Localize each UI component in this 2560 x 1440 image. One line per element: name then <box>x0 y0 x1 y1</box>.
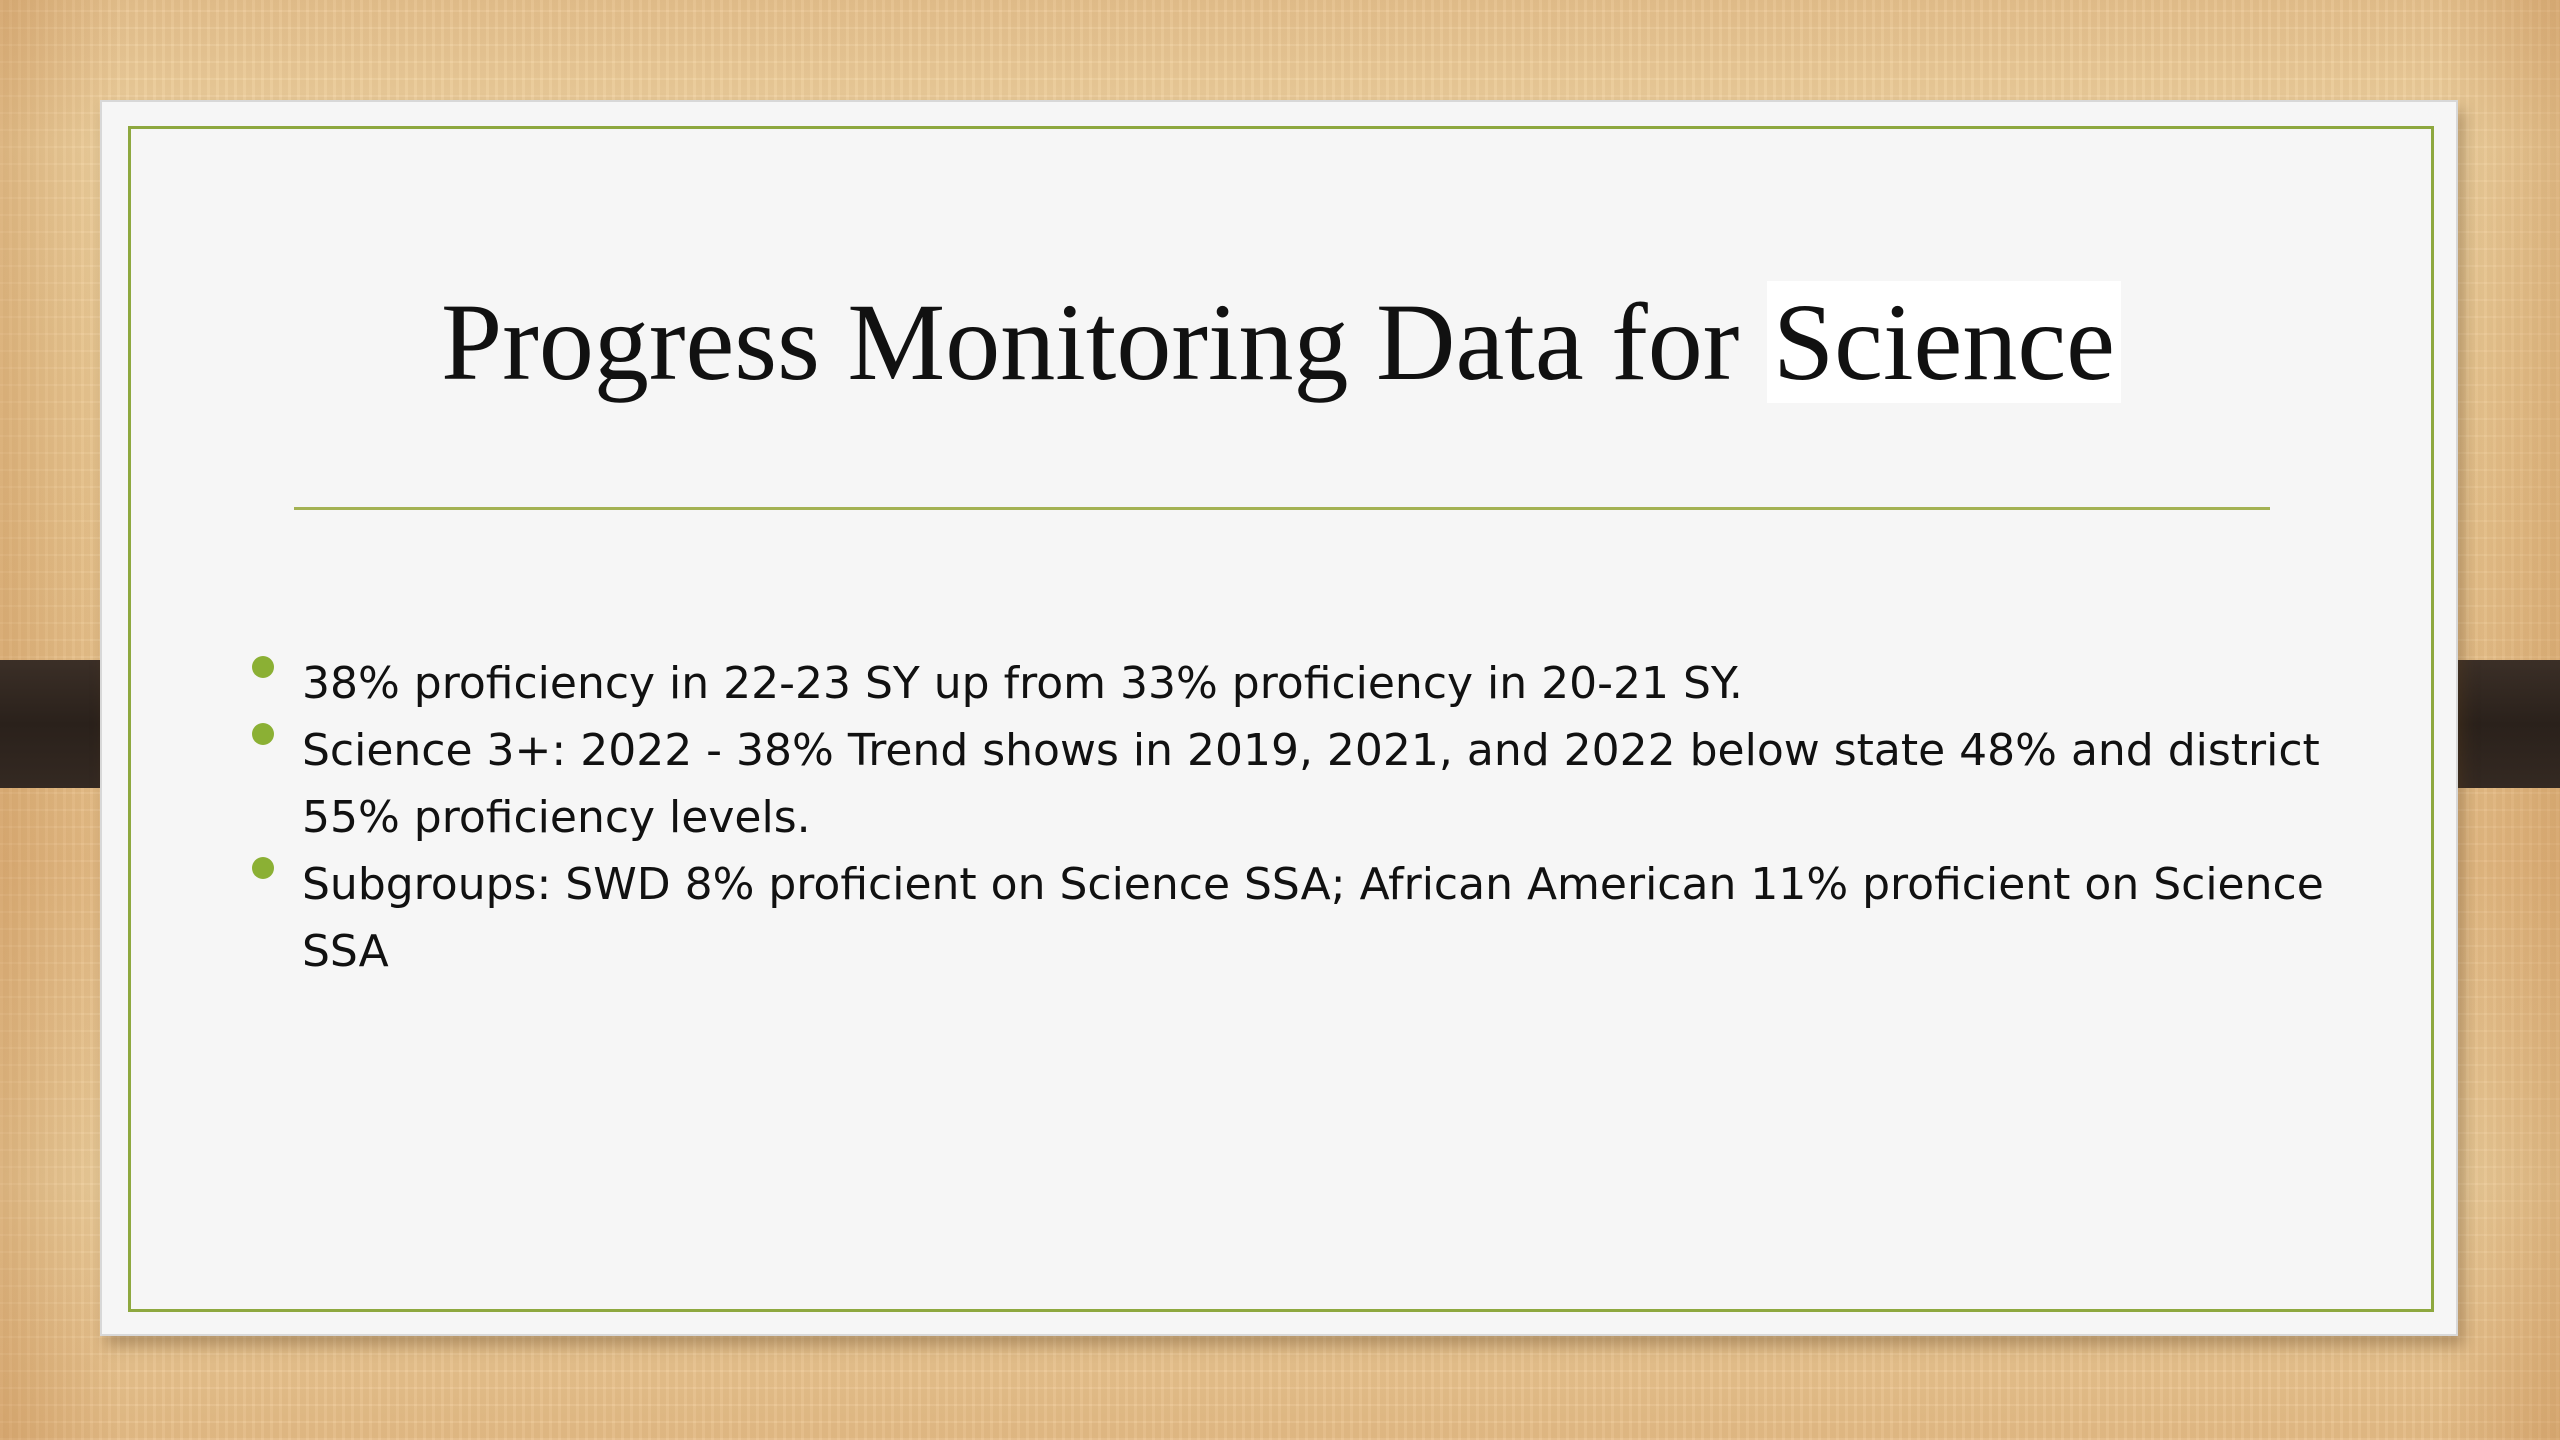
bullet-dot-icon <box>252 857 274 879</box>
bullet-text: 38% proficiency in 22-23 SY up from 33% proficiency in 20-21 SY. <box>302 658 1743 709</box>
title-divider <box>294 507 2270 510</box>
slide-title-main: Progress Monitoring Data for <box>441 281 1740 403</box>
bullet-list <box>252 650 2392 985</box>
list-item <box>252 851 2392 985</box>
bullet-dot-icon <box>252 723 274 745</box>
list-item <box>252 717 2392 851</box>
bullet-text: Science 3+: 2022 - 38% Trend shows in 2019, 2021, and 2022 below state 48% and district 55% proficiency levels. <box>302 725 2320 843</box>
slide-card <box>100 100 2458 1336</box>
slide-title-highlight: Science <box>1767 281 2121 403</box>
slide-title <box>102 272 2460 412</box>
bullet-dot-icon <box>252 656 274 678</box>
bullet-text: Subgroups: SWD 8% proficient on Science SSA; African American 11% proficient on Science SSA <box>302 859 2324 977</box>
list-item <box>252 650 2392 717</box>
